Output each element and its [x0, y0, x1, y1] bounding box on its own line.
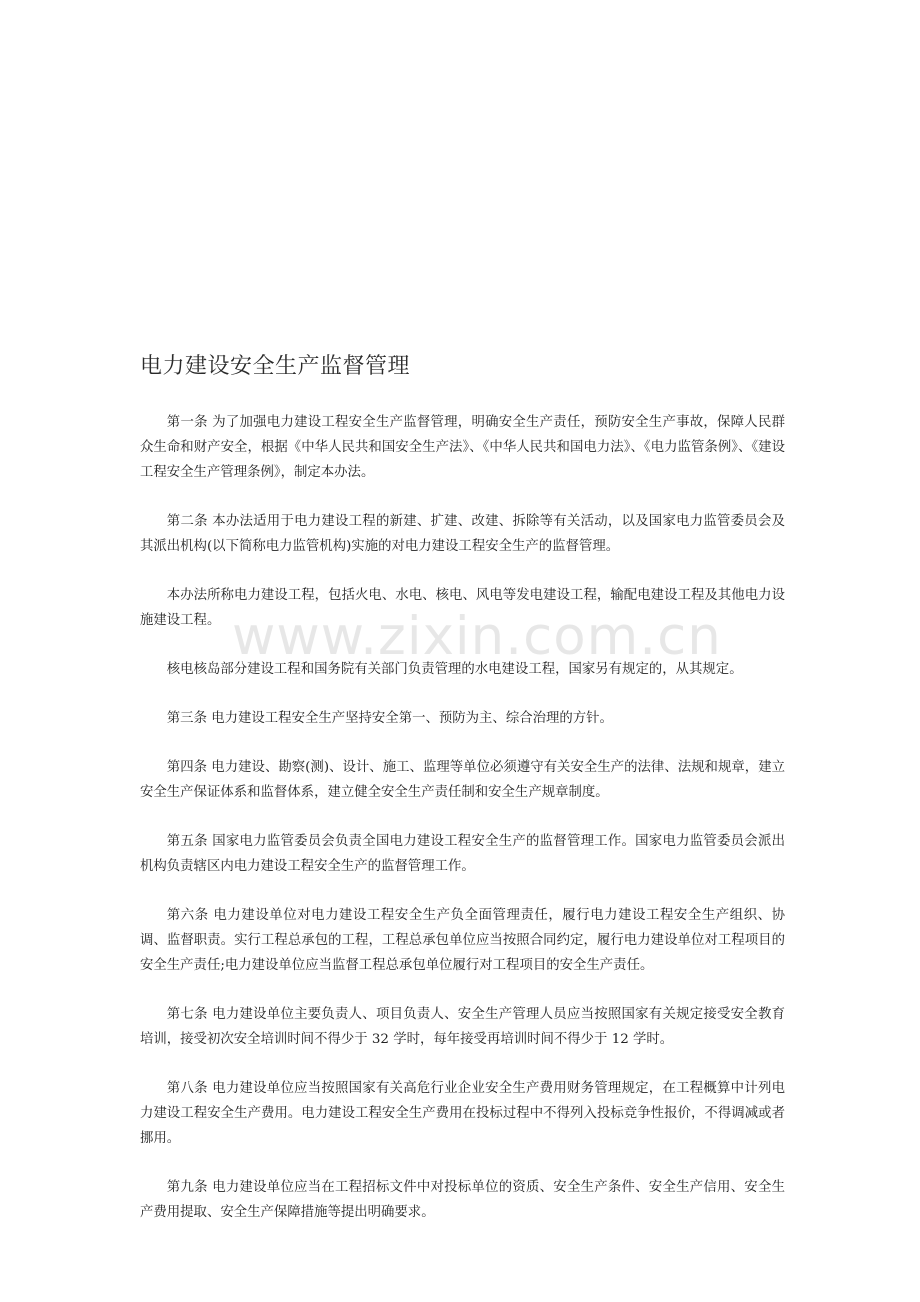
paragraph-article-3: 第三条 电力建设工程安全生产坚持安全第一、预防为主、综合治理的方针。 — [166, 711, 613, 726]
paragraph-scope-definition: 本办法所称电力建设工程，包括火电、水电、核电、风电等发电建设工程，输配电建设工程及其他电力设施建设工程。 — [140, 588, 785, 628]
paragraph-article-9: 第九条 电力建设单位应当在工程招标文件中对投标单位的资质、安全生产条件、安全生产信用、安全生产费用提取、安全生产保障措施等提出明确要求。 — [140, 1180, 785, 1220]
document-body — [140, 410, 785, 1249]
paragraph-nuclear-exception: 核电核岛部分建设工程和国务院有关部门负责管理的水电建设工程，国家另有规定的，从其规定。 — [166, 662, 743, 677]
paragraph-article-7: 第七条 电力建设单位主要负责人、项目负责人、安全生产管理人员应当按照国家有关规定接受安全教育培训，接受初次安全培训时间不得少于 32 学时，每年接受再培训时间不得少于 12 学时。 — [140, 1007, 785, 1047]
document-title: 电力建设安全生产监督管理 — [140, 354, 411, 379]
paragraph-article-8: 第八条 电力建设单位应当按照国家有关高危行业企业安全生产费用财务管理规定，在工程概算中计列电力建设工程安全生产费用。电力建设工程安全生产费用在投标过程中不得列入投标竞争性报价，不得调减或者挪用。 — [140, 1081, 785, 1146]
paragraph-article-1: 第一条 为了加强电力建设工程安全生产监督管理，明确安全生产责任，预防安全生产事故，保障人民群众生命和财产安全，根据《中华人民共和国安全生产法》、《中华人民共和国电力法》、《电力监管条例》、《建设工程安全生产管理条例》，制定本办法。 — [140, 415, 785, 480]
paragraph-article-6: 第六条 电力建设单位对电力建设工程安全生产负全面管理责任，履行电力建设工程安全生产组织、协调、监督职责。实行工程总承包的工程，工程总承包单位应当按照合同约定，履行电力建设单位对工程项目的安全生产责任;电力建设单位应当监督工程总承包单位履行对工程项目的安全生产责任。 — [140, 908, 785, 973]
paragraph-article-5: 第五条 国家电力监管委员会负责全国电力建设工程安全生产的监督管理工作。国家电力监管委员会派出机构负责辖区内电力建设工程安全生产的监督管理工作。 — [140, 834, 785, 874]
paragraph-article-4: 第四条 电力建设、勘察(测)、设计、施工、监理等单位必须遵守有关安全生产的法律、法规和规章，建立安全生产保证体系和监督体系，建立健全安全生产责任制和安全生产规章制度。 — [140, 760, 785, 800]
watermark: www.zixin.com.cn — [232, 606, 722, 667]
paragraph-article-2: 第二条 本办法适用于电力建设工程的新建、扩建、改建、拆除等有关活动，以及国家电力监管委员会及其派出机构(以下简称电力监管机构)实施的对电力建设工程安全生产的监督管理。 — [140, 514, 785, 554]
